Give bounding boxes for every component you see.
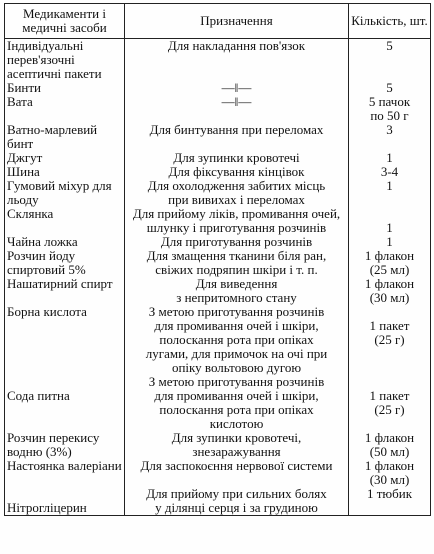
medication-name-cell	[5, 207, 125, 235]
medication-name-cell	[5, 249, 125, 277]
quantity-cell-text: 5 пачок по 50 г	[368, 94, 411, 123]
quantity-cell	[349, 235, 431, 249]
purpose-cell-text: Для приготування розчинів	[160, 234, 313, 249]
purpose-cell	[125, 95, 349, 123]
medication-name-cell	[5, 431, 125, 459]
quantity-cell-text: 1 пакет (25 г)	[369, 388, 410, 417]
quantity-cell	[349, 165, 431, 179]
purpose-cell	[125, 81, 349, 95]
purpose-cell-text: Для прийому при сильних болях у ділянці серця і за грудиною	[146, 486, 327, 515]
header-purpose: Призначення	[125, 4, 349, 39]
table-row	[5, 207, 431, 235]
medication-name-cell	[5, 459, 125, 487]
medication-name-cell-text: Індивідуальні перев'язочні асептичні пакети	[7, 38, 102, 81]
medication-name-cell	[5, 123, 125, 151]
medication-name-cell-text: Борна кислота	[7, 304, 87, 319]
purpose-cell-text: Для охолодження забитих місць при вивихах і переломах	[147, 178, 326, 207]
medication-name-cell-text: Склянка	[7, 206, 54, 221]
table-row	[5, 95, 431, 123]
quantity-cell	[349, 431, 431, 459]
table-row	[5, 123, 431, 151]
purpose-cell	[125, 207, 349, 235]
table-row	[5, 375, 431, 431]
purpose-cell-text: Для виведення з непритомного стану	[176, 276, 297, 305]
quantity-cell	[349, 249, 431, 277]
table-row	[5, 459, 431, 487]
purpose-cell	[125, 375, 349, 431]
medication-name-cell	[5, 179, 125, 207]
medication-name-cell	[5, 375, 125, 431]
purpose-cell-text: Для заспокоєння нервової системи	[140, 458, 333, 473]
quantity-cell	[349, 305, 431, 375]
quantity-cell-text: 1 флакон (50 мл)	[364, 430, 415, 459]
quantity-cell-text: 1	[386, 234, 393, 249]
quantity-cell	[349, 81, 431, 95]
purpose-cell-text: —‖—	[221, 80, 252, 95]
table-row	[5, 179, 431, 207]
purpose-cell	[125, 305, 349, 375]
quantity-cell	[349, 207, 431, 235]
table-row	[5, 277, 431, 305]
quantity-cell-text: 1	[386, 220, 393, 235]
quantity-cell	[349, 375, 431, 431]
quantity-cell	[349, 151, 431, 165]
purpose-cell	[125, 431, 349, 459]
purpose-cell-text: Для фіксування кінцівок	[168, 164, 305, 179]
table-body	[5, 39, 431, 516]
medication-name-cell-text: Гумовий міхур для льоду	[7, 178, 112, 207]
quantity-cell-text: 5	[386, 80, 393, 95]
table-row	[5, 81, 431, 95]
purpose-cell-text: Для накладання пов'язок	[167, 38, 306, 53]
quantity-cell-text: 1 тюбик	[366, 486, 413, 501]
purpose-cell-text: —‖—	[221, 94, 252, 109]
purpose-cell	[125, 249, 349, 277]
medication-name-cell	[5, 165, 125, 179]
medication-name-cell-text: Сода питна	[7, 388, 70, 403]
quantity-cell-text: 1 флакон (30 мл)	[364, 276, 415, 305]
quantity-cell	[349, 487, 431, 516]
quantity-cell-text: 1	[386, 178, 393, 193]
table-row	[5, 151, 431, 165]
medication-name-cell-text: Розчин перекису водню (3%)	[7, 430, 100, 459]
quantity-cell	[349, 459, 431, 487]
table-row	[5, 39, 431, 82]
quantity-cell-text: 3-4	[380, 164, 399, 179]
medication-table	[4, 3, 431, 516]
medication-name-cell-text: Чайна ложка	[7, 234, 78, 249]
quantity-cell-text: 1 пакет (25 г)	[369, 318, 410, 347]
medication-name-cell	[5, 95, 125, 123]
table-row	[5, 249, 431, 277]
medication-name-cell-text: Шина	[7, 164, 40, 179]
medication-name-cell	[5, 487, 125, 516]
medication-name-cell	[5, 81, 125, 95]
quantity-cell-text: 1 флакон (25 мл)	[364, 248, 415, 277]
medication-name-cell	[5, 235, 125, 249]
table-row	[5, 305, 431, 375]
medication-name-cell-text: Вата	[7, 94, 33, 109]
purpose-cell	[125, 487, 349, 516]
quantity-cell	[349, 179, 431, 207]
purpose-cell-text: Для бинтування при переломах	[149, 122, 324, 137]
medication-name-cell	[5, 277, 125, 305]
purpose-cell-text: Для змащення тканини біля ран, свіжих подряпин шкіри і т. п.	[146, 248, 327, 277]
purpose-cell-text: Для прийому ліків, промивання очей, шлунку і приготування розчинів	[132, 206, 341, 235]
table-row	[5, 235, 431, 249]
table-row	[5, 431, 431, 459]
quantity-cell	[349, 277, 431, 305]
purpose-cell-text: З метою приготування розчинів для промивання очей і шкіри, полоскання рота при опіках лугами, для примочок на очі при опіку вольтовою дугою	[145, 304, 328, 375]
medication-name-cell	[5, 305, 125, 375]
table-row	[5, 165, 431, 179]
medication-name-cell	[5, 39, 125, 82]
medication-name-cell-text: Нітрогліцерин	[7, 500, 87, 515]
quantity-cell	[349, 95, 431, 123]
purpose-cell	[125, 39, 349, 82]
quantity-cell-text: 1	[386, 150, 393, 165]
medication-name-cell-text: Джгут	[7, 150, 43, 165]
quantity-cell	[349, 123, 431, 151]
purpose-cell	[125, 165, 349, 179]
purpose-cell-text: Для зупинки кровотечі	[173, 150, 300, 165]
table-row	[5, 487, 431, 516]
medication-name-cell	[5, 151, 125, 165]
table-header-row	[5, 4, 431, 39]
quantity-cell-text: 5	[386, 38, 393, 53]
purpose-cell	[125, 123, 349, 151]
medication-name-cell-text: Бинти	[7, 80, 42, 95]
medication-name-cell-text: Нашатирний спирт	[7, 276, 113, 291]
quantity-cell-text: 1 флакон (30 мл)	[364, 458, 415, 487]
medication-name-cell-text: Настоянка валеріани	[7, 458, 122, 473]
purpose-cell	[125, 235, 349, 249]
purpose-cell	[125, 459, 349, 487]
purpose-cell	[125, 277, 349, 305]
header-quantity: Кількість, шт.	[349, 4, 431, 39]
medication-name-cell-text: Розчин йоду спиртовий 5%	[7, 248, 86, 277]
purpose-cell-text: Для зупинки кровотечі, знезаражування	[171, 430, 302, 459]
medication-name-cell-text: Ватно-марлевий бинт	[7, 122, 98, 151]
quantity-cell	[349, 39, 431, 82]
purpose-cell-text: З метою приготування розчинів для промивання очей і шкіри, полоскання рота при опіках кислотою	[148, 374, 325, 431]
purpose-cell	[125, 151, 349, 165]
purpose-cell	[125, 179, 349, 207]
header-medication: Медикаменти і медичні засоби	[5, 4, 125, 39]
quantity-cell-text: 3	[386, 122, 393, 137]
